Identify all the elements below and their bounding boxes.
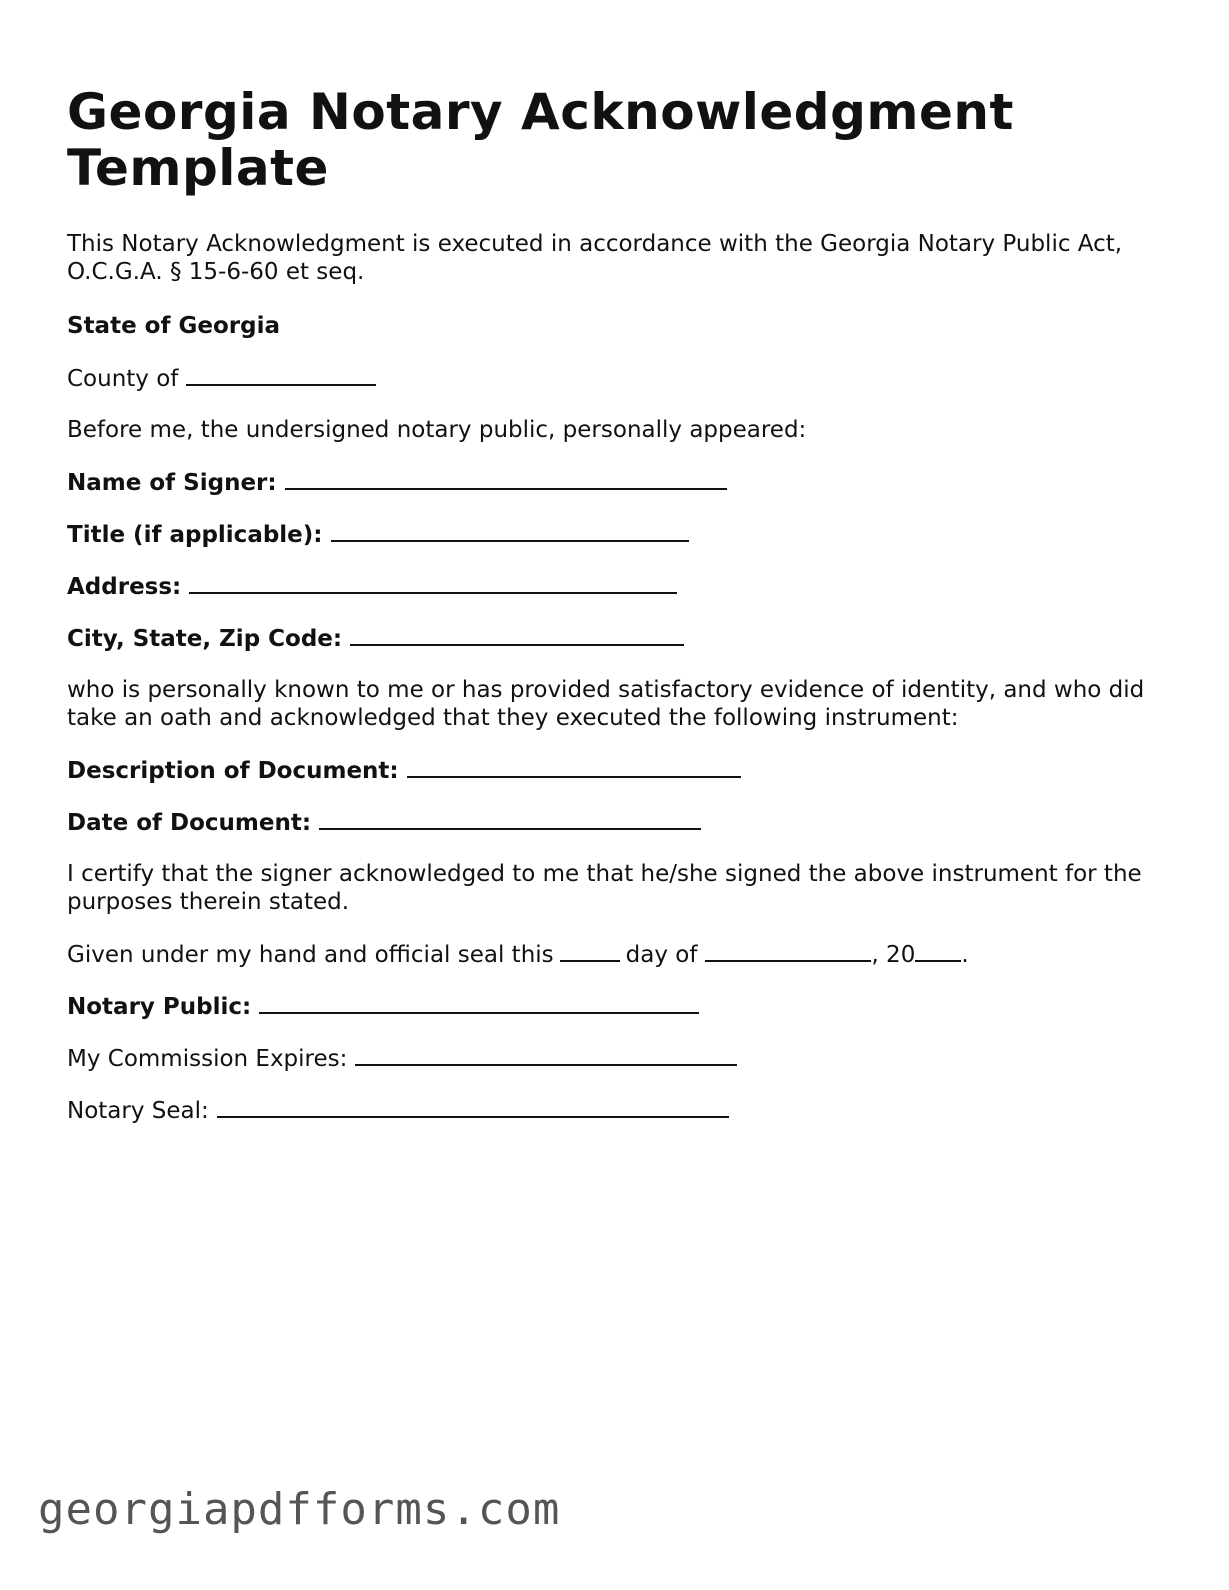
identity-statement: who is personally known to me or has provided satisfactory evidence of identity, and who did take an oath and acknowledged that they executed the following instrument: [67,677,1145,731]
state-heading: State of Georgia [67,313,280,339]
document-date-label: Date of Document: [67,810,312,836]
address-label: Address: [67,574,182,600]
month-field[interactable] [705,940,871,962]
document-page [67,83,1167,1124]
address-line [67,572,1157,601]
certify-statement: I certify that the signer acknowledged to me that he/she signed the above instrument for the purposes therein stated. [67,861,1142,915]
given-line [67,940,1157,969]
seal-label: Notary Seal: [67,1098,209,1124]
city-state-zip-line [67,624,1157,653]
commission-label: My Commission Expires: [67,1046,348,1072]
intro-paragraph: This Notary Acknowledgment is executed in accordance with the Georgia Notary Public Act, O.C.G.A. § 15-6-60 et seq. [67,231,1123,285]
signer-name-field[interactable] [285,468,727,490]
given-text-2: day of [625,942,698,968]
seal-field[interactable] [217,1096,729,1118]
notary-public-field[interactable] [259,992,699,1014]
day-field[interactable] [560,940,620,962]
title-line [67,520,1157,549]
given-text-3: , 20 [871,942,916,968]
county-label: County of [67,366,179,392]
signer-name-line [67,468,1157,497]
seal-line [67,1096,1157,1125]
notary-public-label: Notary Public: [67,994,252,1020]
commission-line [67,1044,1157,1073]
county-field[interactable] [186,364,376,386]
given-text-4: . [961,942,969,968]
document-title: Georgia Notary Acknowledgment Template [67,83,1014,197]
county-line [67,364,1157,393]
signer-name-label: Name of Signer: [67,470,277,496]
title-label: Title (if applicable): [67,522,323,548]
document-date-field[interactable] [319,808,701,830]
given-text-1: Given under my hand and official seal this [67,942,554,968]
title-field[interactable] [331,520,689,542]
description-field[interactable] [407,756,741,778]
description-label: Description of Document: [67,758,399,784]
description-line [67,756,1157,785]
city-state-zip-field[interactable] [350,624,684,646]
commission-field[interactable] [355,1044,737,1066]
watermark-text: georgiapdfforms.com [38,1484,561,1535]
notary-public-line [67,992,1157,1021]
city-state-zip-label: City, State, Zip Code: [67,626,343,652]
address-field[interactable] [189,572,677,594]
document-date-line [67,808,1157,837]
year-field[interactable] [915,940,961,962]
appeared-statement: Before me, the undersigned notary public, personally appeared: [67,417,807,443]
